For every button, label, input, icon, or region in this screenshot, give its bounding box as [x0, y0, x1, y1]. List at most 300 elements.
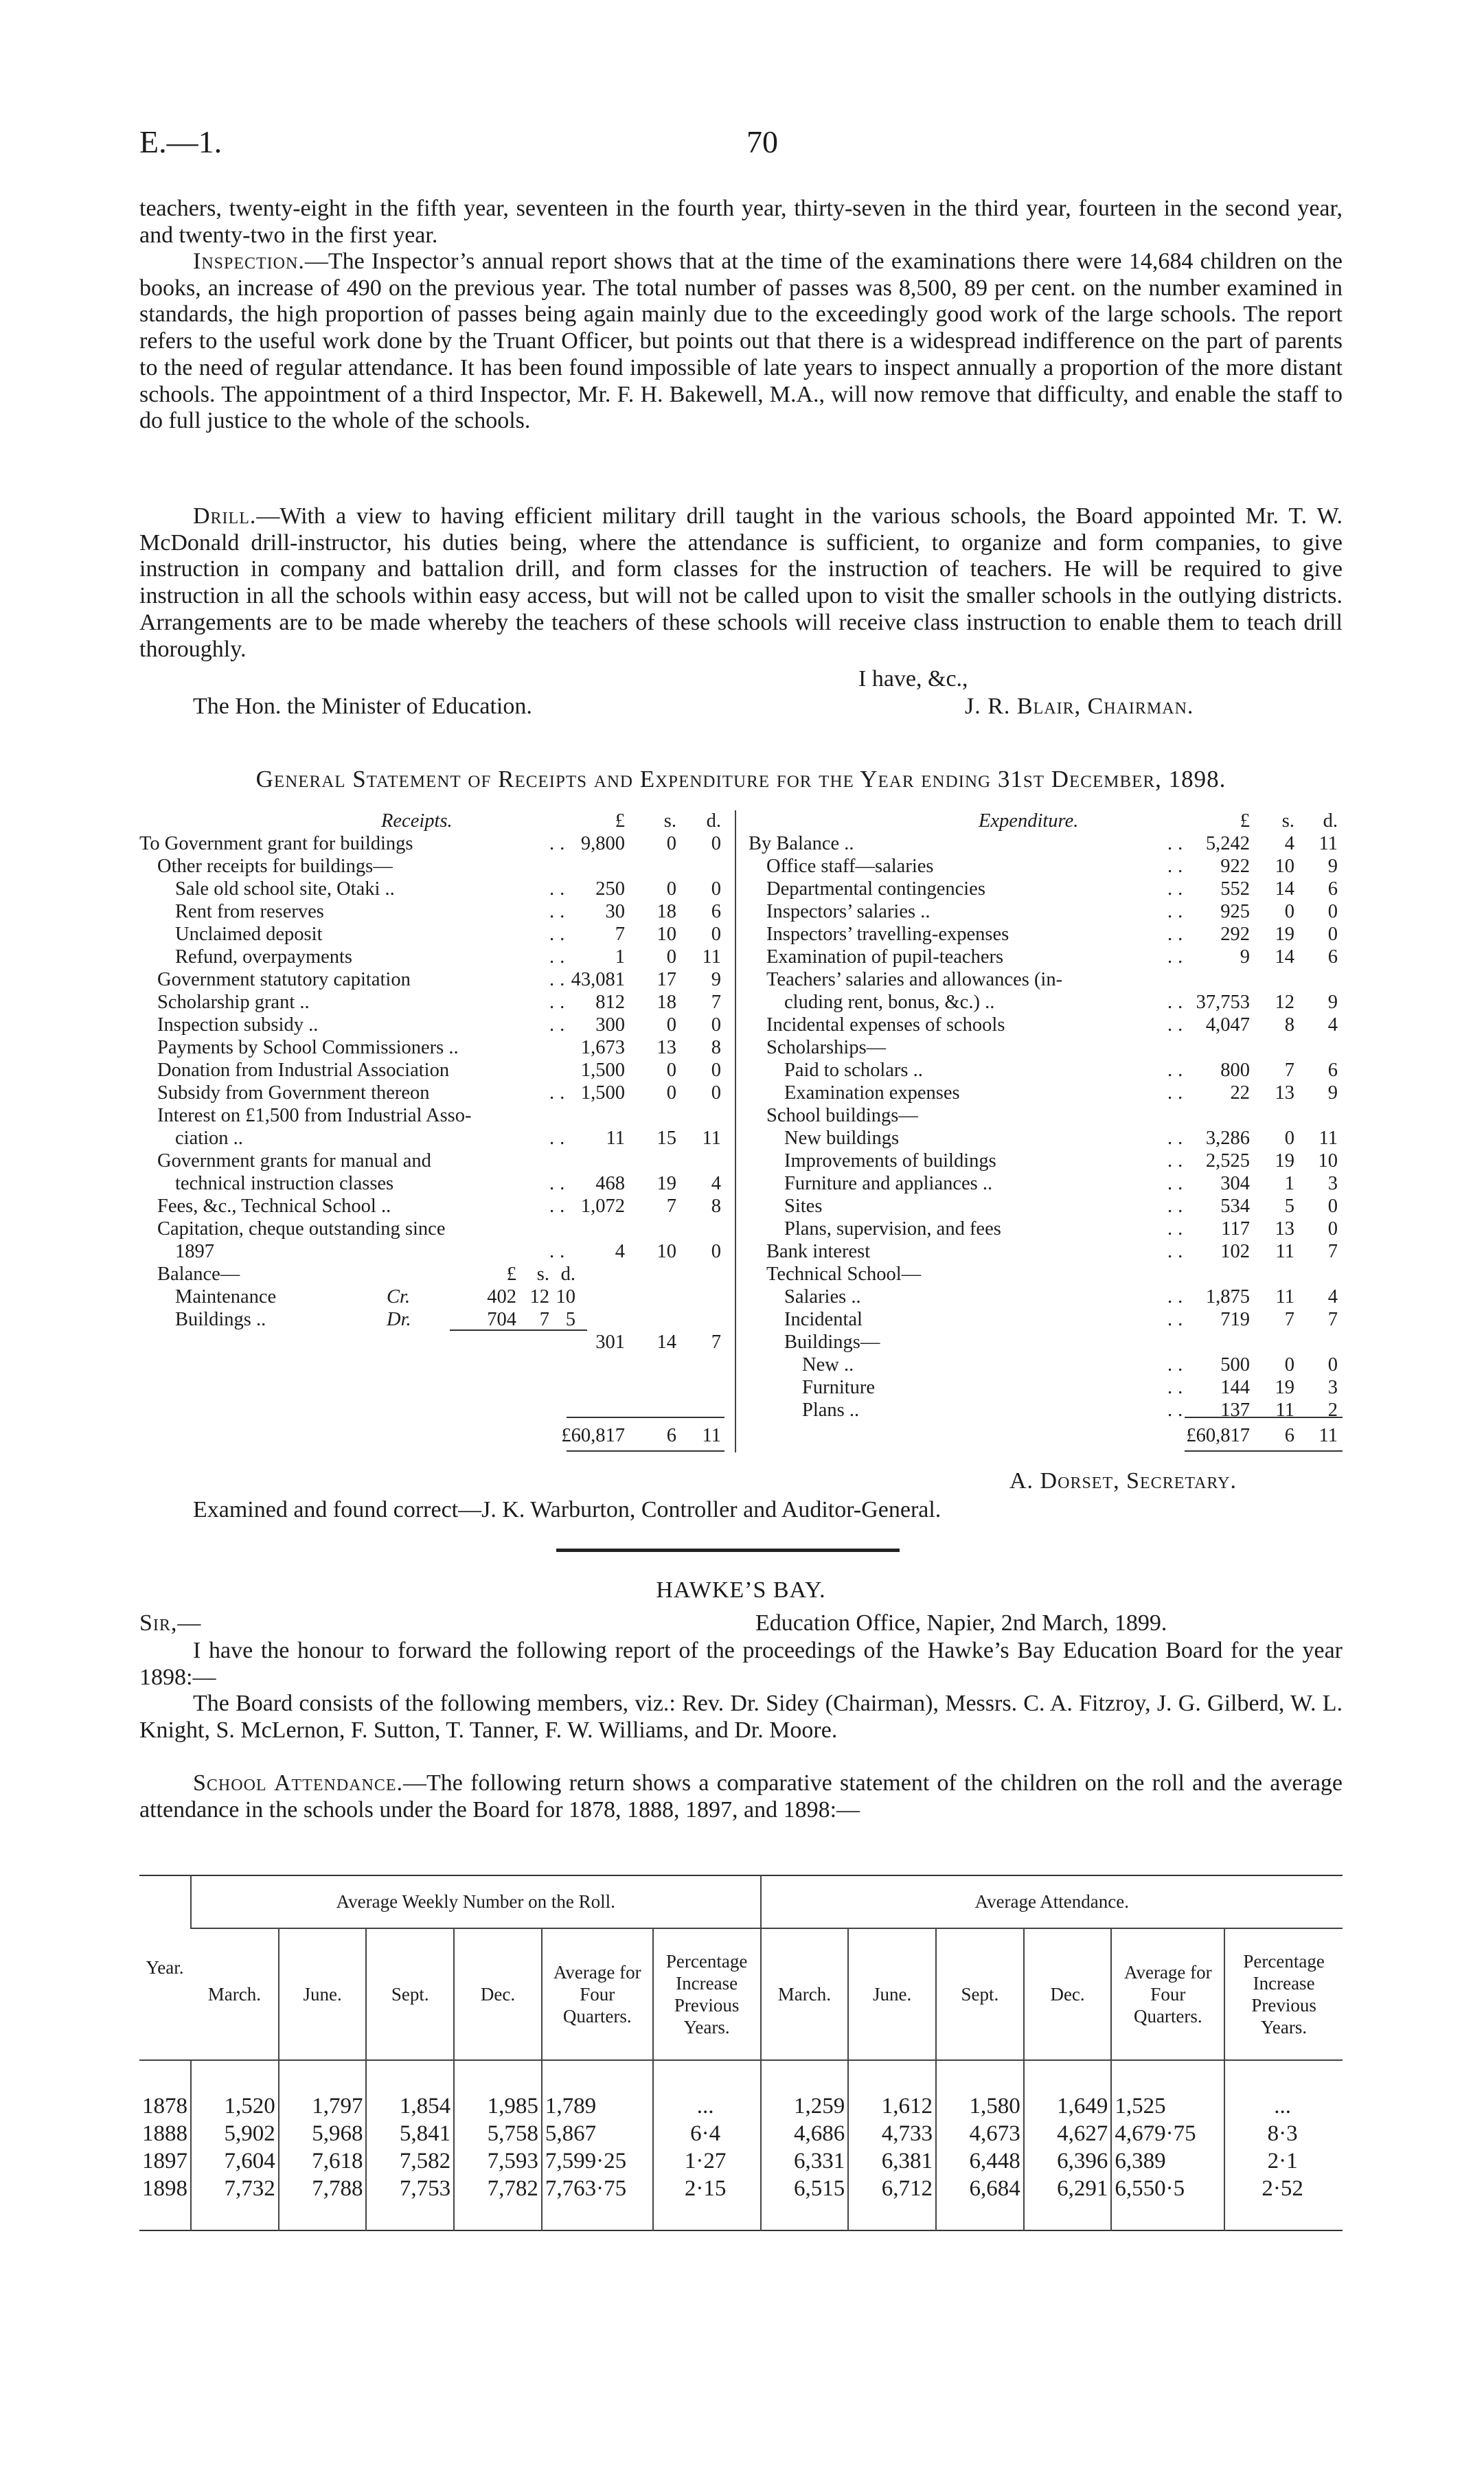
value-cell: ...: [653, 2060, 761, 2120]
receipt-leader: ..: [549, 878, 571, 900]
receipt-amount: 18: [657, 992, 676, 1013]
expenditure-leader: ..: [1167, 924, 1189, 945]
receipt-amount: 7: [711, 992, 721, 1013]
expenditure-amount: 22: [1230, 1082, 1250, 1104]
receipt-amount: 301: [595, 1332, 625, 1353]
attendance-col-header: March.: [761, 1928, 849, 2060]
expenditure-total: £60,817: [1186, 1425, 1250, 1446]
expenditure-label: Incidental: [784, 1309, 863, 1330]
receipt-label: Other receipts for buildings—: [157, 856, 393, 877]
receipt-amount: 7: [615, 924, 625, 945]
value-cell: 6,712: [848, 2175, 936, 2230]
receipt-leader: ..: [549, 1241, 571, 1262]
expenditure-amount: 7: [1327, 1309, 1338, 1330]
value-cell: 7,763·75: [542, 2175, 653, 2230]
statement-divider: [735, 810, 736, 1452]
receipt-amount: 0: [666, 833, 676, 854]
value-cell: 6,291: [1024, 2175, 1112, 2230]
expenditure-label: Teachers’ salaries and allowances (in-: [766, 969, 1063, 990]
expenditure-amount: 800: [1220, 1060, 1250, 1081]
expenditure-label: Scholarships—: [766, 1037, 887, 1058]
drill-paragraph: [139, 503, 1343, 663]
receipt-amount: 0: [711, 1060, 721, 1081]
receipt-label: Maintenance: [175, 1286, 277, 1308]
value-cell: 7,618: [279, 2147, 367, 2175]
attendance-group-header: Average Attendance.: [761, 1875, 1343, 1928]
receipt-amount: 11: [702, 946, 721, 968]
receipt-label: Government grants for manual and: [157, 1150, 431, 1172]
value-cell: 4,679·75: [1111, 2120, 1224, 2147]
value-cell: 7,582: [366, 2147, 454, 2175]
receipt-label: Buildings ..: [175, 1309, 266, 1330]
expenditure-amount: 7: [1284, 1309, 1294, 1330]
expenditure-leader: ..: [1167, 878, 1189, 900]
inspection-heading: Inspection.: [193, 249, 305, 274]
roll-col-header: June.: [279, 1928, 367, 2060]
secretary-line: A. Dorset, Secretary.: [1009, 1468, 1237, 1494]
expenditure-total-rule: [1185, 1417, 1343, 1418]
receipt-amount: 19: [657, 1173, 676, 1194]
value-cell: 1,985: [454, 2060, 542, 2120]
receipt-inner-amount: 402: [487, 1286, 516, 1308]
year-cell: 1888: [142, 2121, 187, 2146]
value-cell: 8·3: [1224, 2120, 1343, 2147]
table-row: [139, 2147, 1343, 2175]
receipt-amount: 250: [595, 878, 625, 900]
value-cell: 7,593: [454, 2147, 542, 2175]
expenditure-amount: 13: [1275, 1218, 1294, 1240]
value-cell: 7,599·25: [542, 2147, 653, 2175]
value-cell: ...: [1224, 2060, 1343, 2120]
value-cell: 6,448: [936, 2147, 1024, 2175]
value-cell: 1,525: [1111, 2060, 1224, 2120]
value-cell: 6·4: [653, 2120, 761, 2147]
table-row: [139, 2120, 1343, 2147]
receipt-leader: ..: [549, 1196, 571, 1217]
expenditure-amount: 10: [1275, 856, 1294, 877]
page-number: 70: [746, 124, 778, 159]
value-cell: 1,612: [848, 2060, 936, 2120]
receipt-amount: 0: [666, 946, 676, 968]
expenditure-label: Sites: [784, 1196, 823, 1217]
expenditure-amount: 11: [1319, 1128, 1338, 1149]
expenditure-amount: 137: [1220, 1400, 1250, 1421]
receipt-amount: 10: [657, 924, 676, 945]
value-cell: 7,782: [454, 2175, 542, 2230]
expenditure-amount: 19: [1275, 1150, 1294, 1172]
expenditure-amount: 2: [1327, 1400, 1338, 1421]
expenditure-leader: ..: [1167, 1082, 1189, 1104]
expenditure-amount: 11: [1275, 1286, 1294, 1308]
signature-line: J. R. Blair, Chairman.: [965, 694, 1194, 719]
receipt-amount: 6: [711, 901, 721, 922]
expenditure-leader: ..: [1167, 992, 1189, 1013]
receipt-inner-amount: £: [506, 1264, 516, 1285]
expenditure-amount: 4: [1327, 1286, 1338, 1308]
value-cell: 6,396: [1024, 2147, 1112, 2175]
receipt-amount: 0: [711, 1082, 721, 1104]
expenditure-amount: 534: [1220, 1196, 1250, 1217]
value-cell: 4,686: [761, 2120, 849, 2147]
expenditure-amount: 0: [1327, 924, 1338, 945]
expenditure-leader: ..: [1167, 1354, 1189, 1375]
receipt-amount: 43,081: [571, 969, 625, 990]
receipt-amount: 0: [711, 1014, 721, 1036]
receipt-leader: ..: [549, 969, 571, 990]
roll-col-header: Average for Four Quarters.: [542, 1928, 653, 2060]
section-divider: [556, 1549, 900, 1552]
value-cell: 7,604: [191, 2147, 279, 2175]
receipt-amount: 0: [666, 1014, 676, 1036]
receipt-leader: ..: [549, 1014, 571, 1036]
expenditure-total: 6: [1284, 1425, 1294, 1446]
table-row: [139, 2175, 1343, 2230]
expenditure-col-head: s.: [1281, 810, 1294, 832]
receipt-amount: 30: [605, 901, 625, 922]
value-cell: 4,673: [936, 2120, 1024, 2147]
receipt-leader: ..: [549, 1082, 571, 1104]
examined-line: [193, 1497, 941, 1523]
expenditure-label: Plans, supervision, and fees: [784, 1218, 1001, 1240]
receipt-amount: 812: [595, 992, 625, 1013]
value-cell: 1,797: [279, 2060, 367, 2120]
value-cell: 7,788: [279, 2175, 367, 2230]
expenditure-label: Office staff—salaries: [766, 856, 934, 877]
receipt-leader: ..: [549, 1128, 571, 1149]
receipt-label: Inspection subsidy ..: [157, 1014, 319, 1036]
year-header: Year.: [139, 1875, 191, 2060]
value-cell: 5,758: [454, 2120, 542, 2147]
receipt-amount: 11: [606, 1128, 625, 1149]
receipt-amount: 1,500: [580, 1082, 625, 1104]
receipt-leader: ..: [549, 992, 571, 1013]
receipt-amount: 9,800: [580, 833, 625, 854]
receipt-label: Unclaimed deposit: [175, 924, 323, 945]
attendance-col-header: Average for Four Quarters.: [1111, 1928, 1224, 2060]
expenditure-label: Salaries ..: [784, 1286, 861, 1308]
expenditure-label: Examination of pupil-teachers: [766, 946, 1004, 968]
expenditure-amount: 6: [1327, 878, 1338, 900]
receipt-leader: ..: [549, 833, 571, 854]
expenditure-amount: 12: [1275, 992, 1294, 1013]
receipt-amount: 13: [657, 1037, 676, 1058]
expenditure-amount: 11: [1275, 1241, 1294, 1262]
expenditure-amount: 13: [1275, 1082, 1294, 1104]
expenditure-amount: 14: [1275, 946, 1294, 968]
value-cell: 5,968: [279, 2120, 367, 2147]
expenditure-amount: 719: [1220, 1309, 1250, 1330]
value-cell: 6,684: [936, 2175, 1024, 2230]
receipt-label: ciation ..: [175, 1128, 243, 1149]
receipt-leader: ..: [549, 946, 571, 968]
receipt-label: Capitation, cheque outstanding since: [157, 1218, 446, 1240]
receipt-note: Dr.: [387, 1309, 411, 1330]
receipt-amount: 1,072: [580, 1196, 625, 1217]
roll-col-header: Dec.: [454, 1928, 542, 2060]
value-cell: 1,520: [191, 2060, 279, 2120]
value-cell: 6,515: [761, 2175, 849, 2230]
table-row: [139, 2060, 1343, 2120]
expenditure-leader: ..: [1167, 1218, 1189, 1240]
expenditure-col-head: £: [1240, 810, 1250, 832]
expenditure-amount: 102: [1220, 1241, 1250, 1262]
drill-text: —With a view to having efficient military drill taught in the various schools, the Board appointed Mr. T. W. McDonald drill-instructor, his duties being, where the attendance is sufficient, to organize and form companies, to give instruction in company and battalion drill, and form classes for the instruction of teachers. He will be required to give instruction in all the schools within easy access, but will not be called upon to visit the smaller schools in the outlying districts. Arrangements are to be made whereby the teachers of these schools will receive class instruction to enable them to teach drill thoroughly.: [139, 503, 1343, 662]
expenditure-total: 11: [1319, 1425, 1338, 1446]
receipt-inner-amount: 7: [539, 1309, 549, 1330]
expenditure-amount: 0: [1327, 1196, 1338, 1217]
attendance-col-header: Dec.: [1024, 1928, 1112, 2060]
expenditure-label: Buildings—: [784, 1332, 880, 1353]
expenditure-amount: 3: [1327, 1173, 1338, 1194]
receipt-amount: 0: [666, 1082, 676, 1104]
expenditure-label: Inspectors’ salaries ..: [766, 901, 931, 922]
attendance-col-header: Sept.: [936, 1928, 1024, 2060]
receipt-label: 1897: [175, 1241, 214, 1262]
expenditure-leader: ..: [1167, 1173, 1189, 1194]
expenditure-label: Technical School—: [766, 1264, 922, 1285]
expenditure-amount: 4,047: [1205, 1014, 1250, 1036]
value-cell: 1,259: [761, 2060, 849, 2120]
value-cell: 1,854: [366, 2060, 454, 2120]
hb-paragraph-1: I have the honour to forward the following report of the proceedings of the Hawke’s Bay Education Board for the year 1898:—: [139, 1638, 1343, 1690]
receipt-inner-amount: d.: [560, 1264, 575, 1285]
receipt-inner-amount: 10: [556, 1286, 575, 1308]
receipt-amount: 8: [711, 1037, 721, 1058]
balance-rule: [450, 1329, 587, 1331]
receipt-amount: 4: [615, 1241, 625, 1262]
roll-col-header: Sept.: [366, 1928, 454, 2060]
expenditure-leader: ..: [1167, 833, 1189, 854]
value-cell: 1,789: [542, 2060, 653, 2120]
attendance-table: [139, 1875, 1343, 2231]
receipt-amount: 0: [666, 878, 676, 900]
receipt-label: Subsidy from Government thereon: [157, 1082, 430, 1104]
expenditure-amount: 0: [1284, 1354, 1294, 1375]
receipt-inner-amount: 5: [565, 1309, 575, 1330]
expenditure-label: Plans ..: [802, 1400, 860, 1421]
expenditure-amount: 144: [1220, 1377, 1250, 1398]
receipt-label: Government statutory capitation: [157, 969, 411, 990]
receipt-amount: 4: [711, 1173, 721, 1194]
receipt-label: technical instruction classes: [175, 1173, 394, 1194]
expenditure-label: By Balance ..: [749, 833, 854, 854]
expenditure-amount: 37,753: [1196, 992, 1250, 1013]
receipt-amount: 11: [702, 1128, 721, 1149]
expenditure-amount: 6: [1327, 1060, 1338, 1081]
expenditure-amount: 8: [1284, 1014, 1294, 1036]
expenditure-amount: 3,286: [1205, 1128, 1250, 1149]
receipt-amount: 0: [711, 878, 721, 900]
value-cell: 6,550·5: [1111, 2175, 1224, 2230]
receipt-amount: 17: [657, 969, 676, 990]
receipt-label: Refund, overpayments: [175, 946, 353, 968]
expenditure-label: Incidental expenses of schools: [766, 1014, 1005, 1036]
addressee-line: The Hon. the Minister of Education.: [193, 694, 532, 719]
receipts-col-head: s.: [663, 810, 676, 832]
expenditure-amount: 4: [1284, 833, 1294, 854]
value-cell: 6,381: [848, 2147, 936, 2175]
drill-heading: Drill.: [193, 503, 257, 529]
statement-top-rule: [567, 1450, 724, 1452]
expenditure-amount: 1,875: [1205, 1286, 1250, 1308]
value-cell: 4,627: [1024, 2120, 1112, 2147]
expenditure-amount: 922: [1220, 856, 1250, 877]
salutation: Sir,—: [139, 1610, 202, 1636]
expenditure-col-head: d.: [1323, 810, 1338, 832]
receipts-total: 11: [702, 1425, 721, 1446]
expenditure-label: Bank interest: [766, 1241, 871, 1262]
receipt-amount: 1: [615, 946, 625, 968]
receipt-amount: 18: [657, 901, 676, 922]
expenditure-amount: 0: [1284, 1128, 1294, 1149]
expenditure-amount: 304: [1220, 1173, 1250, 1194]
expenditure-label: Paid to scholars ..: [784, 1060, 923, 1081]
expenditure-amount: 3: [1327, 1377, 1338, 1398]
receipt-amount: 7: [711, 1332, 721, 1353]
expenditure-leader: ..: [1167, 856, 1189, 877]
receipt-amount: 0: [711, 833, 721, 854]
expenditure-label: Inspectors’ travelling-expenses: [766, 924, 1009, 945]
receipts-total-rule: [567, 1417, 724, 1418]
receipt-label: Donation from Industrial Association: [157, 1060, 450, 1081]
examined-text: Examined and found correct—J. K. Warburton, Controller and Auditor-General.: [193, 1497, 941, 1522]
receipt-amount: 7: [666, 1196, 676, 1217]
receipt-label: Payments by School Commissioners ..: [157, 1037, 459, 1058]
receipt-label: Balance—: [157, 1264, 240, 1285]
expenditure-amount: 11: [1319, 833, 1338, 854]
expenditure-amount: 500: [1220, 1354, 1250, 1375]
value-cell: 2·52: [1224, 2175, 1343, 2230]
inspection-text: —The Inspector’s annual report shows that at the time of the examinations there were 14,684 children on the books, an increase of 490 on the previous year. The total number of passes was 8,500, 89 per cent. on the number examined in standards, the high proportion of passes being again mainly due to the exceedingly good work of the large schools. The report refers to the useful work done by the Truant Officer, but points out that there is a widespread indifference on the part of parents to the need of regular attendance. It has been found impossible of late years to inspect annually a proportion of the more distant schools. The appointment of a third Inspector, Mr. F. H. Bakewell, M.A., will now remove that difficulty, and enable the staff to do full justice to the whole of the schools.: [139, 249, 1343, 434]
expenditure-amount: 19: [1275, 924, 1294, 945]
value-cell: 2·15: [653, 2175, 761, 2230]
expenditure-amount: 11: [1275, 1400, 1294, 1421]
expenditure-amount: 9: [1327, 1082, 1338, 1104]
expenditure-amount: 6: [1327, 946, 1338, 968]
receipt-leader: ..: [549, 901, 571, 922]
expenditure-leader: ..: [1167, 901, 1189, 922]
expenditure-label: Improvements of buildings: [784, 1150, 996, 1172]
receipt-amount: 0: [711, 1241, 721, 1262]
value-cell: 1,580: [936, 2060, 1024, 2120]
expenditure-amount: 552: [1220, 878, 1250, 900]
expenditure-amount: 14: [1275, 878, 1294, 900]
office-line: Education Office, Napier, 2nd March, 1899.: [755, 1610, 1167, 1636]
value-cell: 7,753: [366, 2175, 454, 2230]
expenditure-label: New buildings: [784, 1128, 900, 1149]
receipt-inner-amount: 704: [487, 1309, 516, 1330]
expenditure-amount: 5: [1284, 1196, 1294, 1217]
statement-title: General Statement of Receipts and Expenditure for the Year ending 31st December, 1898.: [255, 766, 1226, 792]
value-cell: 4,733: [848, 2120, 936, 2147]
receipt-amount: 14: [657, 1332, 676, 1353]
hb-paragraph-3: [139, 1770, 1343, 1823]
section-title: HAWKE’S BAY.: [656, 1577, 826, 1603]
receipt-inner-amount: 12: [529, 1286, 549, 1308]
expenditure-amount: 0: [1284, 901, 1294, 922]
closing-line: I have, &c.,: [858, 666, 968, 692]
value-cell: 6,331: [761, 2147, 849, 2175]
expenditure-amount: 7: [1327, 1241, 1338, 1262]
receipt-amount: 0: [666, 1060, 676, 1081]
attendance-col-header: June.: [848, 1928, 936, 2060]
expenditure-amount: 2,525: [1205, 1150, 1250, 1172]
value-cell: 6,389: [1111, 2147, 1224, 2175]
value-cell: 1·27: [653, 2147, 761, 2175]
receipt-amount: 10: [657, 1241, 676, 1262]
expenditure-amount: 19: [1275, 1377, 1294, 1398]
receipts-total: £60,817: [561, 1425, 625, 1446]
receipts-total: 6: [666, 1425, 676, 1446]
expenditure-label: School buildings—: [766, 1105, 918, 1126]
statement-top-rule-2: [1185, 1450, 1343, 1452]
value-cell: 5,902: [191, 2120, 279, 2147]
receipt-label: To Government grant for buildings: [139, 833, 413, 854]
expenditure-leader: ..: [1167, 1150, 1189, 1172]
expenditure-label: Furniture: [802, 1377, 876, 1398]
expenditure-leader: ..: [1167, 1014, 1189, 1036]
roll-col-header: March.: [191, 1928, 279, 2060]
expenditure-amount: 292: [1220, 924, 1250, 945]
year-cell: 1898: [142, 2176, 187, 2201]
expenditure-amount: 0: [1327, 1354, 1338, 1375]
expenditure-heading: Expenditure.: [979, 810, 1079, 832]
year-cell: 1878: [142, 2094, 187, 2119]
receipt-amount: 300: [595, 1014, 625, 1036]
receipt-label: Sale old school site, Otaki ..: [175, 878, 395, 900]
roll-col-header: Percentage Increase Previous Years.: [653, 1928, 761, 2060]
expenditure-amount: 10: [1318, 1150, 1338, 1172]
receipt-note: Cr.: [387, 1286, 411, 1308]
expenditure-label: cluding rent, bonus, &c.) ..: [784, 992, 995, 1013]
expenditure-leader: ..: [1167, 946, 1189, 968]
expenditure-label: New ..: [802, 1354, 854, 1375]
expenditure-amount: 7: [1284, 1060, 1294, 1081]
expenditure-amount: 117: [1221, 1218, 1250, 1240]
value-cell: 2·1: [1224, 2147, 1343, 2175]
receipt-amount: 8: [711, 1196, 721, 1217]
receipt-leader: ..: [549, 1173, 571, 1194]
series-code: E.—1.: [139, 124, 222, 159]
expenditure-amount: 9: [1327, 856, 1338, 877]
expenditure-amount: 9: [1327, 992, 1338, 1013]
expenditure-leader: ..: [1167, 1286, 1189, 1308]
value-cell: 1,649: [1024, 2060, 1112, 2120]
expenditure-leader: ..: [1167, 1128, 1189, 1149]
receipt-amount: 468: [595, 1173, 625, 1194]
expenditure-leader: ..: [1167, 1241, 1189, 1262]
receipt-amount: 1,500: [580, 1060, 625, 1081]
attendance-col-header: Percentage Increase Previous Years.: [1224, 1928, 1343, 2060]
expenditure-leader: ..: [1167, 1309, 1189, 1330]
receipt-inner-amount: s.: [536, 1264, 549, 1285]
expenditure-leader: ..: [1167, 1377, 1189, 1398]
receipts-col-head: d.: [706, 810, 721, 832]
receipt-amount: 15: [657, 1128, 676, 1149]
expenditure-label: Furniture and appliances ..: [784, 1173, 993, 1194]
inspection-paragraph: [139, 249, 1343, 435]
expenditure-amount: 925: [1220, 901, 1250, 922]
receipts-col-head: £: [615, 810, 625, 832]
expenditure-label: Departmental contingencies: [766, 878, 985, 900]
attendance-heading: School Attendance.: [193, 1770, 403, 1796]
receipt-label: Interest on £1,500 from Industrial Asso-: [157, 1105, 472, 1126]
intro-paragraph: teachers, twenty-eight in the fifth year, seventeen in the fourth year, thirty-seven in the third year, fourteen in the second year, and twenty-two in the first year.: [139, 196, 1343, 248]
expenditure-leader: ..: [1167, 1060, 1189, 1081]
expenditure-amount: 9: [1240, 946, 1250, 968]
receipt-amount: 9: [711, 969, 721, 990]
hb-paragraph-2: The Board consists of the following members, viz.: Rev. Dr. Sidey (Chairman), Messrs. C. A. Fitzroy, J. G. Gilberd, W. L. Knight, S. McLernon, F. Sutton, T. Tanner, F. W. Williams, and Dr. Moore.: [139, 1691, 1343, 1743]
